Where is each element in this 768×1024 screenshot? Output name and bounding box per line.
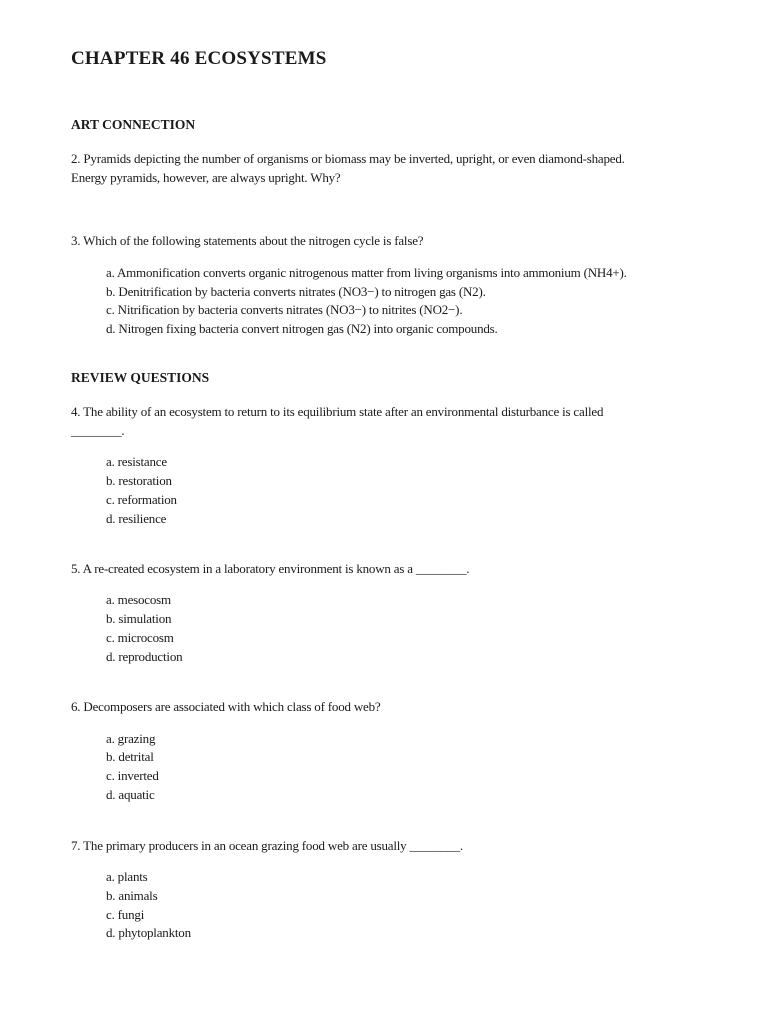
question-4-option-c: c. reformation [106,492,177,507]
question-7-option-d: d. phytoplankton [106,925,191,940]
question-4-option-b: b. restoration [106,473,172,488]
art-connection-heading: ART CONNECTION [71,117,196,132]
question-4-line-1: 4. The ability of an ecosystem to return to its equilibrium state after an environmental disturbance is called [71,404,604,419]
question-7-option-c: c. fungi [106,907,145,922]
question-5-option-a: a. mesocosm [106,592,171,607]
question-5-option-b: b. simulation [106,611,172,626]
question-6-text: 6. Decomposers are associated with which class of food web? [71,699,381,714]
question-2-line-1: 2. Pyramids depicting the number of organisms or biomass may be inverted, upright, or even diamond-shaped. [71,151,625,166]
question-3-option-b: b. Denitrification by bacteria converts nitrates (NO3−) to nitrogen gas (N2). [106,284,486,299]
question-7-option-b: b. animals [106,888,158,903]
review-questions-heading: REVIEW QUESTIONS [71,370,210,385]
question-5-option-c: c. microcosm [106,630,174,645]
question-6-option-a: a. grazing [106,731,156,746]
question-6-option-d: d. aquatic [106,787,155,802]
question-6-option-b: b. detrital [106,749,154,764]
question-3-option-c: c. Nitrification by bacteria converts nitrates (NO3−) to nitrites (NO2−). [106,302,463,317]
question-7-text: 7. The primary producers in an ocean grazing food web are usually ________. [71,838,463,853]
question-3-text: 3. Which of the following statements about the nitrogen cycle is false? [71,233,424,248]
question-5-option-d: d. reproduction [106,649,183,664]
question-4-option-a: a. resistance [106,454,167,469]
question-2-line-2: Energy pyramids, however, are always upright. Why? [71,170,341,185]
question-7-option-a: a. plants [106,869,148,884]
question-5-text: 5. A re-created ecosystem in a laboratory environment is known as a ________. [71,561,470,576]
question-3-option-a: a. Ammonification converts organic nitrogenous matter from living organisms into ammonium (NH4+). [106,265,627,280]
question-6-option-c: c. inverted [106,768,159,783]
question-4-option-d: d. resilience [106,511,167,526]
chapter-title: CHAPTER 46 ECOSYSTEMS [71,48,327,69]
question-3-option-d: d. Nitrogen fixing bacteria convert nitrogen gas (N2) into organic compounds. [106,321,498,336]
question-4-line-2: ________. [71,423,125,438]
